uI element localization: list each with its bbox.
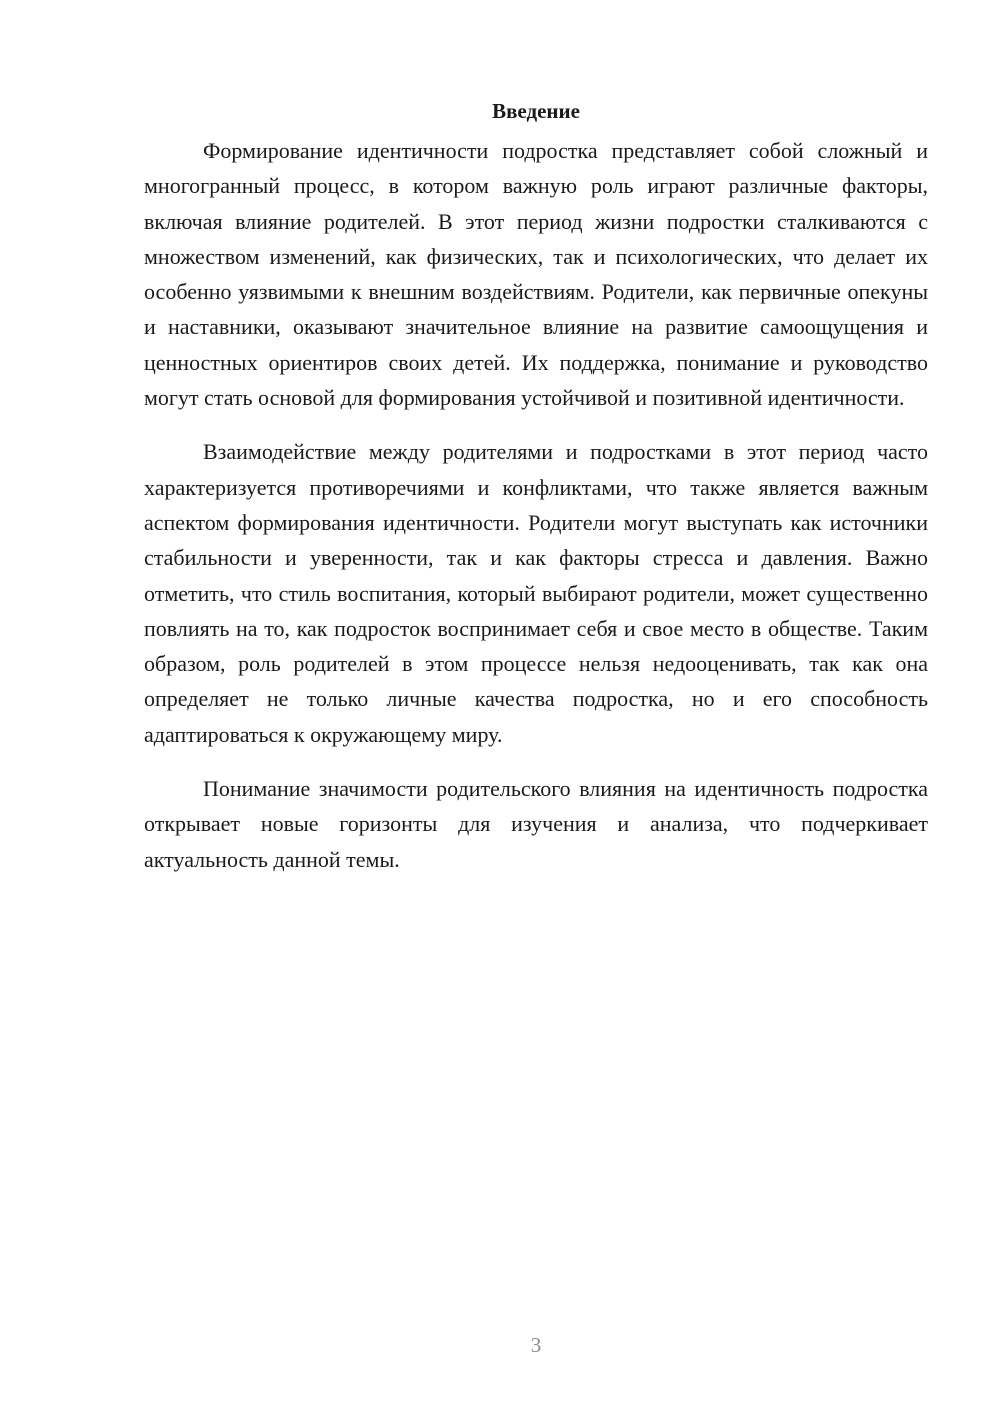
paragraph-3: Понимание значимости родительского влияния на идентичность подростка открывает новые горизонты для изучения и анализа, что подчеркивает актуальность данной темы. (144, 776, 928, 872)
paragraph-1: Формирование идентичности подростка представляет собой сложный и многогранный процесс, в котором важную роль играют различные факторы, включая влияние родителей. В этот период жизни подростки сталкиваются с множеством изменений, как физических, так и психологических, что делает их особенно уязвимыми к внешним воздействиям. Родители, как первичные опекуны и наставники, оказывают значительное влияние на развитие самоощущения и ценностных ориентиров своих детей. Их поддержка, понимание и руководство могут стать основой для формирования устойчивой и позитивной идентичности. (144, 138, 928, 411)
page-content (144, 95, 928, 877)
page-number: 3 (530, 1333, 542, 1357)
paragraph-2: Взаимодействие между родителями и подростками в этот период часто характеризуется противоречиями и конфликтами, что также является важным аспектом формирования идентичности. Родители могут выступать как источники стабильности и уверенности, так и как факторы стресса и давления. Важно отметить, что стиль воспитания, который выбирают родители, может существенно повлиять на то, как подросток воспринимает себя и свое место в обществе. Таким образом, роль родителей в этом процессе нельзя недооценивать, так как она определяет не только личные качества подростка, но и его способность адаптироваться к окружающему миру. (144, 439, 928, 747)
section-title: Введение (492, 99, 580, 123)
